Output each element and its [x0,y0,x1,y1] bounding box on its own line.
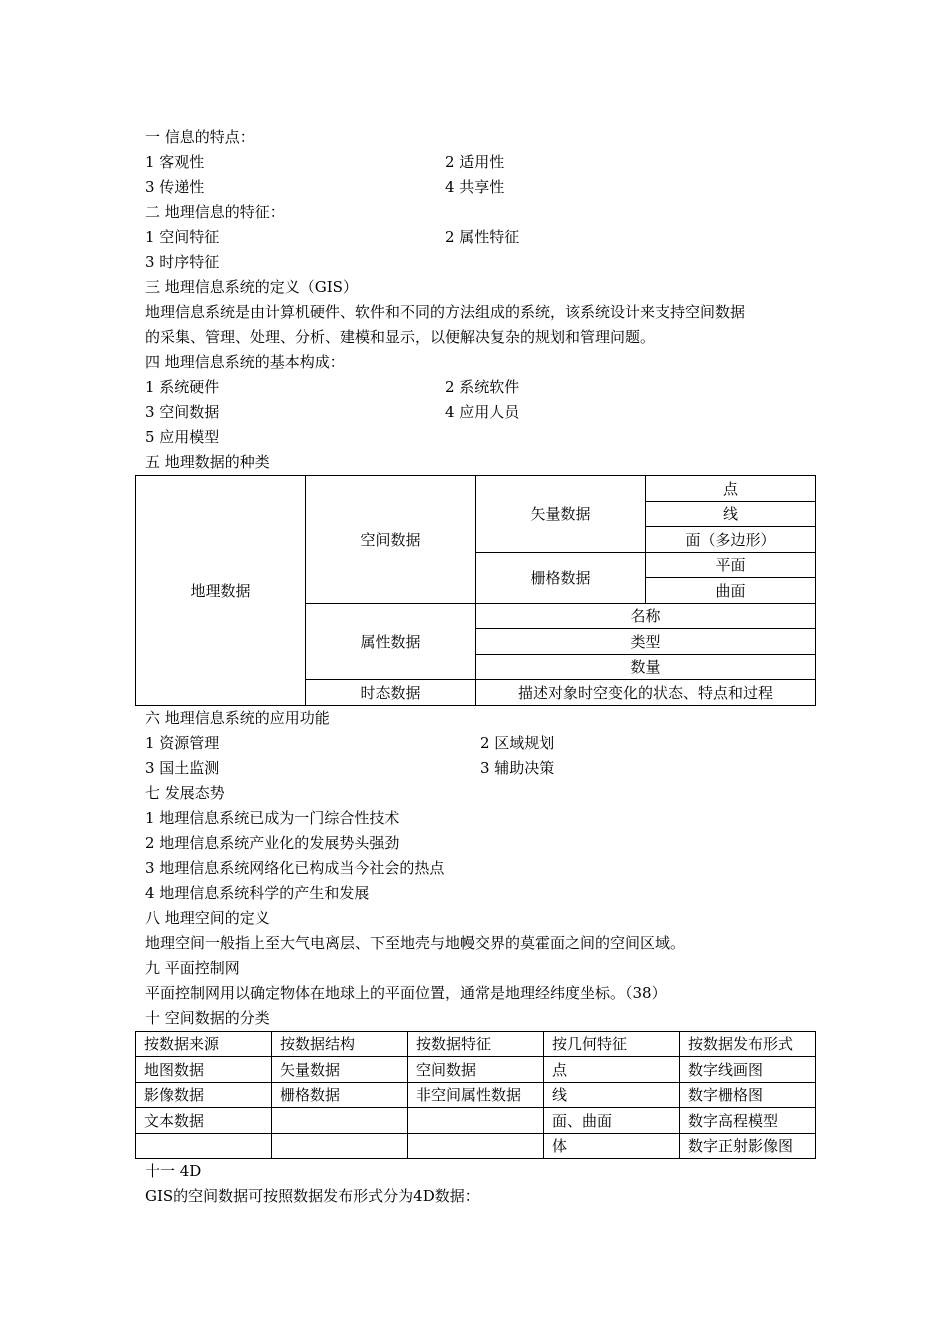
table-cell: 地理数据 [136,476,306,706]
section-7-title: 七 发展态势 [145,783,225,802]
table-cell: 数字高程模型 [680,1108,816,1134]
list-item: 1 资源管理 [145,733,220,752]
list-item: 3 辅助决策 [480,758,555,777]
table-row [136,1108,816,1134]
list-item: 4 应用人员 [445,403,520,421]
section-2-title: 二 地理信息的特征： [145,203,285,221]
list-row [145,731,825,756]
list-row [145,400,825,425]
list-row [145,225,825,250]
table-cell [272,1133,408,1159]
spatial-data-classification-table [135,1031,816,1160]
section-6-title: 六 地理信息系统的应用功能 [145,708,330,727]
paragraph-line: 平面控制网用以确定物体在地球上的平面位置，通常是地理经纬度坐标。（38） [145,983,667,1002]
table-cell: 矢量数据 [476,476,646,553]
section-3-title: 三 地理信息系统的定义（GIS） [145,278,358,296]
table-cell: 数字正射影像图 [680,1133,816,1159]
table-cell: 曲面 [646,578,816,604]
document-page [145,125,825,1209]
list-row [145,175,825,200]
list-item: 4 地理信息系统科学的产生和发展 [145,883,370,902]
table-cell: 栅格数据 [476,552,646,603]
table-cell: 线 [544,1082,680,1108]
table-header-cell: 按数据结构 [272,1031,408,1057]
list-row [145,756,825,781]
list-item: 1 空间特征 [145,228,220,246]
table-cell: 时态数据 [306,680,476,706]
table-cell: 矢量数据 [272,1057,408,1083]
table-cell: 栅格数据 [272,1082,408,1108]
table-cell: 空间数据 [408,1057,544,1083]
section-4-title: 四 地理信息系统的基本构成： [145,353,345,371]
list-item: 2 地理信息系统产业化的发展势头强劲 [145,833,400,852]
table-cell: 数字栅格图 [680,1082,816,1108]
paragraph-line: 地理信息系统是由计算机硬件、软件和不同的方法组成的系统，该系统设计来支持空间数据 [145,303,746,321]
list-row [145,150,825,175]
table-header-cell: 按几何特征 [544,1031,680,1057]
table-cell: 名称 [476,603,816,629]
table-row [136,1133,816,1159]
table-cell [272,1108,408,1134]
table-cell: 面（多边形） [646,527,816,553]
table-header-cell: 按数据来源 [136,1031,272,1057]
list-item: 2 区域规划 [480,733,555,752]
table-cell: 空间数据 [306,476,476,604]
paragraph-line: GIS的空间数据可按照数据发布形式分为4D数据： [145,1187,480,1205]
table-cell: 线 [646,501,816,527]
section-5-title: 五 地理数据的种类 [145,453,270,471]
table-cell: 影像数据 [136,1082,272,1108]
section-8-title: 八 地理空间的定义 [145,908,270,927]
table-cell: 点 [646,476,816,502]
table-row [136,1082,816,1108]
section-11-title: 十一 4D [145,1162,202,1180]
table-row [136,1057,816,1083]
list-item: 1 系统硬件 [145,378,220,396]
table-cell [408,1133,544,1159]
table-cell: 属性数据 [306,603,476,680]
list-item: 3 时序特征 [145,253,220,271]
table-cell [408,1108,544,1134]
table-header-cell: 按数据发布形式 [680,1031,816,1057]
list-item: 2 系统软件 [445,378,520,396]
table-cell: 体 [544,1133,680,1159]
table-cell: 文本数据 [136,1108,272,1134]
list-item: 3 传递性 [145,178,205,196]
list-item: 1 客观性 [145,153,205,171]
list-item: 1 地理信息系统已成为一门综合性技术 [145,808,400,827]
list-item: 3 地理信息系统网络化已构成当今社会的热点 [145,858,445,877]
table-cell: 非空间属性数据 [408,1082,544,1108]
table-cell: 数字线画图 [680,1057,816,1083]
table-cell: 点 [544,1057,680,1083]
list-row [145,375,825,400]
list-item: 5 应用模型 [145,428,220,446]
table-cell: 数量 [476,654,816,680]
table-header-cell: 按数据特征 [408,1031,544,1057]
table-cell: 面、曲面 [544,1108,680,1134]
table-cell: 类型 [476,629,816,655]
list-item: 3 空间数据 [145,403,220,421]
paragraph-line: 地理空间一般指上至大气电离层、下至地壳与地幔交界的莫霍面之间的空间区域。 [145,933,686,952]
table-cell: 地图数据 [136,1057,272,1083]
list-item: 3 国土监测 [145,758,220,777]
list-item: 2 适用性 [445,153,505,171]
table-cell: 平面 [646,552,816,578]
list-item: 2 属性特征 [445,228,520,246]
list-item: 4 共享性 [445,178,505,196]
geo-data-types-table [135,475,816,706]
table-cell: 描述对象时空变化的状态、特点和过程 [476,680,816,706]
table-header-row [136,1031,816,1057]
section-1-title: 一 信息的特点： [145,128,255,146]
section-10-title: 十 空间数据的分类 [145,1008,270,1027]
paragraph-line: 的采集、管理、处理、分析、建模和显示，以便解决复杂的规划和管理问题。 [145,328,656,346]
table-cell [136,1133,272,1159]
section-9-title: 九 平面控制网 [145,958,240,977]
